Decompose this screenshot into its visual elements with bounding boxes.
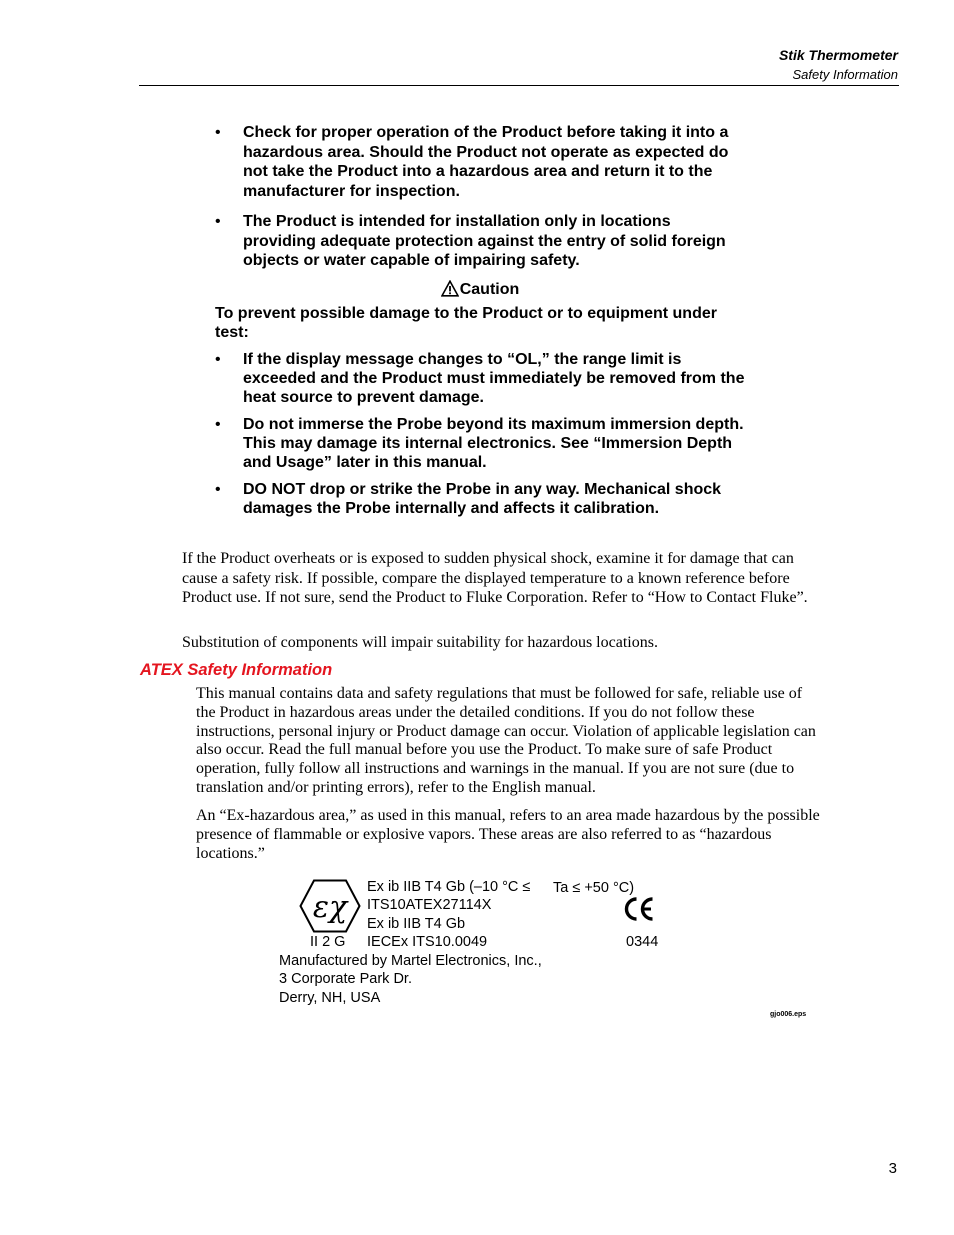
warning-text: Check for proper operation of the Product before taking it into a hazardous area. Should the Product not operate as expected do not take the Product into a hazardous area and return it to the manufacturer for inspection. xyxy=(243,124,729,200)
caution-item xyxy=(215,481,745,519)
manufacturer-line: 3 Corporate Park Dr. xyxy=(279,971,412,987)
marking-line: Ta ≤ +50 °C) xyxy=(553,880,635,896)
notified-body-number: 0344 xyxy=(626,934,659,950)
ex-hexagon-icon xyxy=(299,879,361,933)
warning-item xyxy=(215,212,745,271)
equipment-group: II 2 G xyxy=(310,934,346,950)
manufacturer-line: Derry, NH, USA xyxy=(279,990,381,1006)
body-paragraph: An “Ex-hazardous area,” as used in this manual, refers to an area made hazardous by the possible presence of flammable or explosive vapors. These areas are also referred to as “hazardous locations.” xyxy=(196,807,820,862)
running-header-title: Stik Thermometer xyxy=(778,47,898,63)
caution-intro: To prevent possible damage to the Product or to equipment under test: xyxy=(215,305,717,341)
marking-line: ITS10ATEX27114X xyxy=(367,897,492,913)
page-number: 3 xyxy=(888,1160,897,1177)
warning-triangle-icon xyxy=(441,280,459,297)
section-heading: ATEX Safety Information xyxy=(140,661,333,679)
body-paragraph: If the Product overheats or is exposed to sudden physical shock, examine it for damage that can cause a safety risk. If possible, compare the displayed temperature to a known reference before Product use. If not sure, send the Product to Fluke Corporation. Refer to “How to Contact Fluke”. xyxy=(182,550,808,606)
bullet-icon: • xyxy=(215,213,221,230)
bullet-icon: • xyxy=(215,416,221,433)
svg-text:εχ: εχ xyxy=(312,890,348,925)
caution-text: DO NOT drop or strike the Probe in any way. Mechanical shock damages the Probe internally and affects it calibration. xyxy=(243,481,722,517)
bullet-icon: • xyxy=(215,481,221,498)
caution-text: If the display message changes to “OL,” the range limit is exceeded and the Product must immediately be removed from the heat source to prevent damage. xyxy=(243,351,745,406)
caution-item xyxy=(215,351,745,407)
warning-item xyxy=(215,123,745,201)
manufacturer-line: Manufactured by Martel Electronics, Inc., xyxy=(279,953,542,969)
caution-heading xyxy=(215,280,745,300)
figure-filename: gjo006.eps xyxy=(770,1011,807,1018)
caution-text: Do not immerse the Probe beyond its maximum immersion depth. This may damage its internal electronics. See “Immersion Depth and Usage” later in this manual. xyxy=(243,416,744,471)
caution-label: Caution xyxy=(459,281,520,298)
header-divider xyxy=(139,85,899,86)
marking-line: IECEx ITS10.0049 xyxy=(367,934,488,950)
body-paragraph: This manual contains data and safety regulations that must be followed for safe, reliable use of the Product in hazardous areas under the detailed conditions. If you do not follow these instructions, personal injury or Product damage can occur. Violation of applicable legislation can also occur. Read the full manual before you use the Product. To make sure of safe Product operation, fully follow all instructions and warnings in the manual. If you are not sure (due to translation and/or printing errors), refer to the English manual. xyxy=(196,685,816,796)
warning-text: The Product is intended for installation only in locations providing adequate protection against the entry of solid foreign objects or water capable of impairing safety. xyxy=(243,213,726,269)
ce-mark-icon xyxy=(624,896,656,922)
bullet-icon: • xyxy=(215,351,221,368)
body-paragraph: Substitution of components will impair suitability for hazardous locations. xyxy=(182,634,658,651)
caution-item xyxy=(215,416,745,472)
bullet-icon: • xyxy=(215,124,221,141)
marking-line: Ex ib IIB T4 Gb (–10 °C ≤ xyxy=(367,879,531,895)
running-header-section: Safety Information xyxy=(792,67,898,82)
marking-line: Ex ib IIB T4 Gb xyxy=(367,916,466,932)
